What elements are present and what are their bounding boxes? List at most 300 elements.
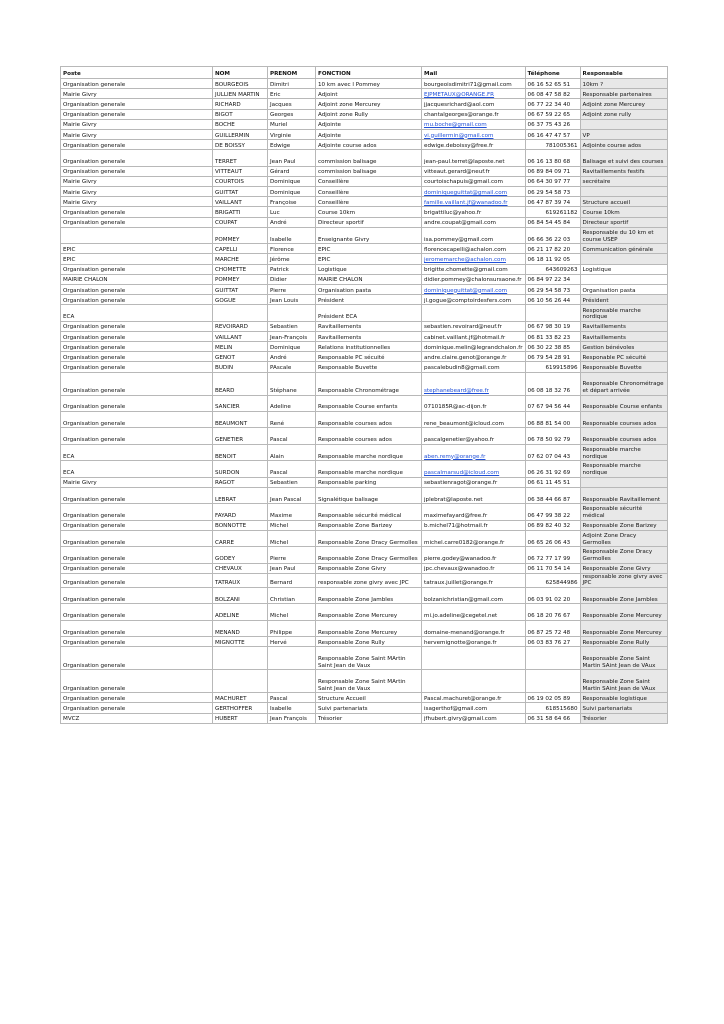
cell-poste: EPIC [61, 244, 213, 254]
cell-mail: rene_beaumont@icloud.com [422, 412, 526, 428]
cell-telephone: 06 08 18 32 76 [525, 372, 580, 395]
cell-responsable: Adjointe course ados [580, 140, 667, 150]
cell-fonction: Responsable Zone Dracy Germolles [316, 547, 422, 563]
cell-fonction: Directeur sportif [316, 217, 422, 227]
cell-poste: Organisation generale [61, 487, 213, 503]
header-fonction: FONCTION [316, 67, 422, 79]
cell-telephone: 06 38 44 66 87 [525, 487, 580, 503]
cell-poste: Organisation generale [61, 207, 213, 217]
cell-poste: Organisation generale [61, 166, 213, 176]
cell-responsable: Responsable Course enfants [580, 395, 667, 411]
cell-responsable: Ravitaillements [580, 331, 667, 341]
cell-mail: mi.jo.adeline@cegetel.net [422, 604, 526, 620]
cell-mail[interactable]: EJPMETAUX@ORANGE.FR [422, 89, 526, 99]
cell-mail: andre.coupat@gmail.com [422, 217, 526, 227]
cell-telephone: 06 16 13 80 68 [525, 150, 580, 166]
cell-prenom: Isabelle [268, 227, 316, 243]
cell-poste: Organisation generale [61, 604, 213, 620]
cell-telephone: 781005361 [525, 140, 580, 150]
cell-poste: Organisation generale [61, 703, 213, 713]
cell-mail: Pascal.machuret@orange.fr [422, 693, 526, 703]
cell-prenom: Michel [268, 520, 316, 530]
table-row [61, 362, 668, 372]
cell-prenom: Bernard [268, 573, 316, 587]
cell-responsable: Responsable courses ados [580, 412, 667, 428]
cell-prenom: Pierre [268, 547, 316, 563]
cell-poste: Organisation generale [61, 693, 213, 703]
cell-prenom: Dimitri [268, 79, 316, 89]
cell-mail: 0710185R@ac-dijon.fr [422, 395, 526, 411]
cell-fonction: Adjointe course ados [316, 140, 422, 150]
table-row [61, 530, 668, 546]
cell-nom: MARCHE [213, 254, 268, 264]
cell-responsable: Suivi partenariats [580, 703, 667, 713]
cell-responsable: Trésorier [580, 713, 667, 723]
table-row [61, 703, 668, 713]
cell-responsable: Responsable du 10 km et course USEP [580, 227, 667, 243]
header-nom: NOM [213, 67, 268, 79]
cell-nom: GOGUE [213, 295, 268, 305]
cell-telephone: 625844986 [525, 573, 580, 587]
cell-nom: SURDON [213, 461, 268, 477]
table-row [61, 670, 668, 693]
contacts-table [60, 66, 668, 724]
cell-prenom: Adeline [268, 395, 316, 411]
cell-responsable [580, 477, 667, 487]
cell-poste: Organisation generale [61, 587, 213, 603]
cell-poste: Organisation generale [61, 620, 213, 636]
cell-prenom [268, 670, 316, 693]
table-row [61, 428, 668, 444]
cell-prenom: Edwige [268, 140, 316, 150]
table-row [61, 372, 668, 395]
table-row [61, 487, 668, 503]
cell-telephone [525, 305, 580, 321]
table-row [61, 166, 668, 176]
cell-prenom: Jean Louis [268, 295, 316, 305]
cell-telephone: 06 11 70 54 14 [525, 563, 580, 573]
cell-mail: didier.pommey@chalonsursaone.fr [422, 274, 526, 284]
cell-prenom: Georges [268, 109, 316, 119]
cell-responsable: responsable zone givry avec JPC [580, 573, 667, 587]
cell-mail[interactable]: pascalmarsud@icloud.com [422, 461, 526, 477]
cell-telephone: 06 84 97 22 34 [525, 274, 580, 284]
cell-responsable: Responsable courses ados [580, 428, 667, 444]
cell-prenom [268, 647, 316, 670]
cell-poste: Organisation generale [61, 150, 213, 166]
cell-fonction: commission balisage [316, 150, 422, 166]
cell-prenom: André [268, 352, 316, 362]
cell-fonction: Course 10km [316, 207, 422, 217]
cell-fonction: Responsable PC sécuité [316, 352, 422, 362]
table-row [61, 119, 668, 129]
cell-fonction: Adjoint [316, 89, 422, 99]
cell-fonction: Responsable Zone Dracy Germolles [316, 530, 422, 546]
cell-responsable: Responsable sécurité médical [580, 504, 667, 520]
cell-nom: REVOIRARD [213, 321, 268, 331]
table-row [61, 305, 668, 321]
cell-nom: VITTEAUT [213, 166, 268, 176]
cell-poste: EPIC [61, 254, 213, 264]
cell-fonction: Adjointe [316, 119, 422, 129]
table-row [61, 342, 668, 352]
cell-responsable: Responsable marche nordique [580, 461, 667, 477]
cell-nom: POMMEY [213, 227, 268, 243]
cell-fonction: Responsable Zone Givry [316, 563, 422, 573]
header-responsable: Responsable [580, 67, 667, 79]
cell-telephone: 06 77 22 34 40 [525, 99, 580, 109]
table-row [61, 547, 668, 563]
cell-mail: jfhubert.givry@gmail.com [422, 713, 526, 723]
cell-prenom: Stéphane [268, 372, 316, 395]
cell-prenom: René [268, 412, 316, 428]
cell-mail [422, 647, 526, 670]
cell-prenom: PAscale [268, 362, 316, 372]
cell-prenom: Florence [268, 244, 316, 254]
cell-poste: Mairie Givry [61, 197, 213, 207]
cell-telephone: 06 47 87 39 74 [525, 197, 580, 207]
cell-mail: sebastienragot@orange.fr [422, 477, 526, 487]
cell-poste: Organisation generale [61, 412, 213, 428]
cell-telephone: 06 30 22 38 85 [525, 342, 580, 352]
cell-telephone: 619261182 [525, 207, 580, 217]
cell-nom: BIGOT [213, 109, 268, 119]
cell-poste: Organisation generale [61, 372, 213, 395]
table-row [61, 563, 668, 573]
cell-telephone: 06 66 36 22 03 [525, 227, 580, 243]
cell-poste: Organisation generale [61, 520, 213, 530]
cell-telephone: 06 26 31 92 69 [525, 461, 580, 477]
cell-responsable: Organisation pasta [580, 284, 667, 294]
cell-fonction: Responsable marche nordique [316, 461, 422, 477]
header-telephone: Téléphone [525, 67, 580, 79]
cell-responsable: 10km ? [580, 79, 667, 89]
cell-mail: domaine-menand@orange.fr [422, 620, 526, 636]
cell-nom: CAPELLI [213, 244, 268, 254]
cell-mail[interactable]: vi.guillermin@gmail.com [422, 129, 526, 139]
cell-poste: Mairie Givry [61, 477, 213, 487]
cell-fonction: Conseillère [316, 197, 422, 207]
cell-telephone: 06 67 59 22 65 [525, 109, 580, 119]
cell-mail: jl.gogue@comptoirdesfers.com [422, 295, 526, 305]
cell-mail: jplebrat@laposte.net [422, 487, 526, 503]
cell-fonction: Relations institutionnelles [316, 342, 422, 352]
cell-mail: jjacquesrichard@aol.com [422, 99, 526, 109]
cell-telephone: 06 08 47 58 82 [525, 89, 580, 99]
cell-poste: Organisation generale [61, 284, 213, 294]
cell-telephone: 06 21 17 82 20 [525, 244, 580, 254]
cell-fonction: EPIC [316, 244, 422, 254]
cell-poste: Organisation generale [61, 99, 213, 109]
table-row [61, 150, 668, 166]
cell-nom: GUITTAT [213, 284, 268, 294]
cell-responsable: Responsable Zone Rully [580, 637, 667, 647]
cell-poste: Organisation generale [61, 342, 213, 352]
cell-mail[interactable]: stephanebeard@free.fr [422, 372, 526, 395]
cell-nom: BUDIN [213, 362, 268, 372]
table-row [61, 176, 668, 186]
cell-fonction: Conseillère [316, 176, 422, 186]
cell-prenom: Maxime [268, 504, 316, 520]
cell-telephone: 06 87 25 72 48 [525, 620, 580, 636]
table-row [61, 637, 668, 647]
table-row [61, 217, 668, 227]
cell-telephone: 619915896 [525, 362, 580, 372]
table-row [61, 604, 668, 620]
cell-poste: Organisation generale [61, 647, 213, 670]
cell-fonction: MAIRIE CHALON [316, 274, 422, 284]
cell-responsable: Responsable Chronométrage et départ arrivée [580, 372, 667, 395]
cell-responsable: Gestion bénévoles [580, 342, 667, 352]
cell-responsable: Responsable Zone Mercurey [580, 620, 667, 636]
cell-prenom [268, 305, 316, 321]
cell-poste: Organisation generale [61, 79, 213, 89]
cell-fonction: Ravitaillements [316, 321, 422, 331]
cell-responsable: Responsable marche nordique [580, 305, 667, 321]
cell-poste: Organisation generale [61, 331, 213, 341]
cell-mail: pascalebudin8@gmail.com [422, 362, 526, 372]
table-row [61, 647, 668, 670]
cell-mail[interactable]: dominiqueguittat@gmail.com [422, 284, 526, 294]
cell-fonction: Responsable parking [316, 477, 422, 487]
cell-fonction: Trésorier [316, 713, 422, 723]
cell-responsable [580, 187, 667, 197]
cell-prenom: Didier [268, 274, 316, 284]
cell-prenom: André [268, 217, 316, 227]
cell-telephone: 06 64 30 97 77 [525, 176, 580, 186]
cell-prenom: Alain [268, 444, 316, 460]
cell-prenom: Pascal [268, 461, 316, 477]
cell-nom [213, 305, 268, 321]
cell-poste: Organisation generale [61, 547, 213, 563]
table-row [61, 79, 668, 89]
cell-responsable: Responsable logistique [580, 693, 667, 703]
cell-nom: GUILLERMIN [213, 129, 268, 139]
cell-poste: MVCZ [61, 713, 213, 723]
cell-prenom: Jean Paul [268, 563, 316, 573]
cell-mail: courtoischapuis@gmail.com [422, 176, 526, 186]
cell-poste: Mairie Givry [61, 89, 213, 99]
cell-nom: MIGNOTTE [213, 637, 268, 647]
table-row [61, 284, 668, 294]
cell-prenom: Virginie [268, 129, 316, 139]
cell-poste: ECA [61, 444, 213, 460]
cell-poste: Organisation generale [61, 428, 213, 444]
cell-fonction: Responsable Zone Barizey [316, 520, 422, 530]
cell-prenom: Jean Paul [268, 150, 316, 166]
cell-fonction: Organisation pasta [316, 284, 422, 294]
cell-responsable: secrétaire [580, 176, 667, 186]
cell-responsable: Responsable Zone Mercurey [580, 604, 667, 620]
table-row [61, 254, 668, 264]
cell-telephone: 06 89 82 40 32 [525, 520, 580, 530]
cell-poste: Organisation generale [61, 295, 213, 305]
cell-telephone: 06 18 20 76 67 [525, 604, 580, 620]
table-row [61, 274, 668, 284]
cell-poste: Mairie Givry [61, 129, 213, 139]
cell-nom: CHOMETTE [213, 264, 268, 274]
cell-telephone: 07 67 94 56 44 [525, 395, 580, 411]
cell-prenom: Jean Pascal [268, 487, 316, 503]
table-row [61, 504, 668, 520]
cell-mail: b.michel71@hotmail.fr [422, 520, 526, 530]
cell-telephone: 06 03 83 76 27 [525, 637, 580, 647]
cell-prenom: Gérard [268, 166, 316, 176]
cell-nom: BOLZANI [213, 587, 268, 603]
cell-mail: brigitte.chomette@gmail.com [422, 264, 526, 274]
cell-mail: cabinet.vaillant.jf@hotmail.fr [422, 331, 526, 341]
cell-fonction: responsable zone givry avec JPC [316, 573, 422, 587]
cell-prenom: Michel [268, 604, 316, 620]
cell-responsable: Président [580, 295, 667, 305]
cell-nom: GUITTAT [213, 187, 268, 197]
cell-telephone: 06 88 81 54 00 [525, 412, 580, 428]
cell-mail[interactable]: famille.vaillant.jf@wanadoo.fr [422, 197, 526, 207]
cell-poste: Organisation generale [61, 217, 213, 227]
cell-responsable: Responsable Buvette [580, 362, 667, 372]
cell-responsable: Balisage et suivi des courses [580, 150, 667, 166]
cell-fonction: Président [316, 295, 422, 305]
table-row [61, 207, 668, 217]
cell-prenom: Pascal [268, 428, 316, 444]
cell-telephone: 06 18 11 92 05 [525, 254, 580, 264]
cell-telephone: 06 31 58 64 66 [525, 713, 580, 723]
cell-telephone: 06 29 54 58 73 [525, 187, 580, 197]
cell-prenom: Françoise [268, 197, 316, 207]
cell-prenom: Isabelle [268, 703, 316, 713]
cell-telephone: 06 72 77 17 99 [525, 547, 580, 563]
table-row [61, 227, 668, 243]
cell-fonction: Responsable Buvette [316, 362, 422, 372]
cell-nom: RAGOT [213, 477, 268, 487]
cell-fonction: Responsable Course enfants [316, 395, 422, 411]
cell-prenom: Dominique [268, 176, 316, 186]
cell-mail: andre.claire.genot@orange.fr [422, 352, 526, 362]
cell-telephone: 06 19 02 05 89 [525, 693, 580, 703]
cell-fonction: EPIC [316, 254, 422, 264]
cell-responsable: Responsable Zone Dracy Germolles [580, 547, 667, 563]
cell-nom: CARRE [213, 530, 268, 546]
cell-telephone [525, 647, 580, 670]
table-row [61, 295, 668, 305]
cell-responsable: Ravitaillements festifs [580, 166, 667, 176]
cell-nom: GENOT [213, 352, 268, 362]
cell-poste: Mairie Givry [61, 176, 213, 186]
cell-fonction: Responsable courses ados [316, 428, 422, 444]
cell-poste: Organisation generale [61, 670, 213, 693]
cell-mail: hervemignotte@orange.fr [422, 637, 526, 647]
cell-prenom: Dominique [268, 187, 316, 197]
cell-fonction: Responsable Zone Saint MArtin Saint Jean de Vaux [316, 647, 422, 670]
cell-mail: chantalgeorges@orange.fr [422, 109, 526, 119]
table-row [61, 477, 668, 487]
cell-responsable: Logistique [580, 264, 667, 274]
header-prenom: PRENOM [268, 67, 316, 79]
cell-nom: RICHARD [213, 99, 268, 109]
cell-fonction: Responsable marche nordique [316, 444, 422, 460]
cell-responsable [580, 254, 667, 264]
cell-fonction: 10 km avec l Pommey [316, 79, 422, 89]
cell-prenom: Philippe [268, 620, 316, 636]
table-row [61, 321, 668, 331]
table-row [61, 412, 668, 428]
header-mail: Mail [422, 67, 526, 79]
table-row [61, 109, 668, 119]
cell-responsable: Responable PC sécuité [580, 352, 667, 362]
cell-mail: jpc.chevaux@wanadoo.fr [422, 563, 526, 573]
cell-responsable: Responsable Zone Barizey [580, 520, 667, 530]
cell-nom: BEAUMONT [213, 412, 268, 428]
cell-responsable: Responsable Zone Saint Martin SAint Jean de VAux [580, 647, 667, 670]
cell-telephone: 06 89 84 09 71 [525, 166, 580, 176]
cell-nom: COUPAT [213, 217, 268, 227]
table-row [61, 620, 668, 636]
cell-fonction: Ravitaillements [316, 331, 422, 341]
table-row [61, 461, 668, 477]
cell-telephone: 06 67 98 30 19 [525, 321, 580, 331]
cell-prenom: Muriel [268, 119, 316, 129]
cell-fonction: Structure Accueil [316, 693, 422, 703]
cell-mail[interactable]: dominiqueguittat@gmail.com [422, 187, 526, 197]
cell-poste: Mairie Givry [61, 119, 213, 129]
cell-poste: Organisation generale [61, 362, 213, 372]
cell-nom: BOURGEOIS [213, 79, 268, 89]
table-row [61, 444, 668, 460]
cell-nom: GERTHOFFER [213, 703, 268, 713]
cell-responsable: Responsable marche nordique [580, 444, 667, 460]
cell-telephone: 06 78 50 92 79 [525, 428, 580, 444]
cell-poste: ECA [61, 461, 213, 477]
cell-telephone: 643609263 [525, 264, 580, 274]
cell-prenom: Luc [268, 207, 316, 217]
cell-mail: pascalgenetier@yahoo.fr [422, 428, 526, 444]
cell-mail [422, 670, 526, 693]
cell-mail: michel.carre0182@orange.fr [422, 530, 526, 546]
cell-fonction: Responsable sécurité médical [316, 504, 422, 520]
table-row [61, 331, 668, 341]
cell-mail[interactable]: mu.boche@gmail.com [422, 119, 526, 129]
cell-fonction: Responsable Chronométrage [316, 372, 422, 395]
cell-poste: ECA [61, 305, 213, 321]
cell-prenom: Sebastien [268, 477, 316, 487]
table-row [61, 129, 668, 139]
table-row [61, 140, 668, 150]
cell-responsable: Directeur sportif [580, 217, 667, 227]
cell-poste: Mairie Givry [61, 187, 213, 197]
cell-fonction: Adjoint zone Rully [316, 109, 422, 119]
cell-prenom: Hervé [268, 637, 316, 647]
cell-mail: jean-paul.terret@laposte.net [422, 150, 526, 166]
cell-poste: Organisation generale [61, 395, 213, 411]
cell-poste: Organisation generale [61, 530, 213, 546]
cell-prenom: Christian [268, 587, 316, 603]
table-row [61, 693, 668, 703]
cell-mail[interactable]: aben.remy@orange.fr [422, 444, 526, 460]
cell-telephone: 06 61 11 45 51 [525, 477, 580, 487]
cell-telephone: 06 81 33 82 23 [525, 331, 580, 341]
header-row [61, 67, 668, 79]
cell-fonction: Adjointe [316, 129, 422, 139]
cell-fonction: Enseignante Givry [316, 227, 422, 243]
cell-poste [61, 227, 213, 243]
cell-nom: TATRAUX [213, 573, 268, 587]
cell-mail[interactable]: jeromemarche@achalon.com [422, 254, 526, 264]
cell-telephone: 06 79 54 28 91 [525, 352, 580, 362]
cell-nom: MACHURET [213, 693, 268, 703]
table-row [61, 352, 668, 362]
cell-responsable: Responsable Zone Givry [580, 563, 667, 573]
cell-telephone: 618515680 [525, 703, 580, 713]
